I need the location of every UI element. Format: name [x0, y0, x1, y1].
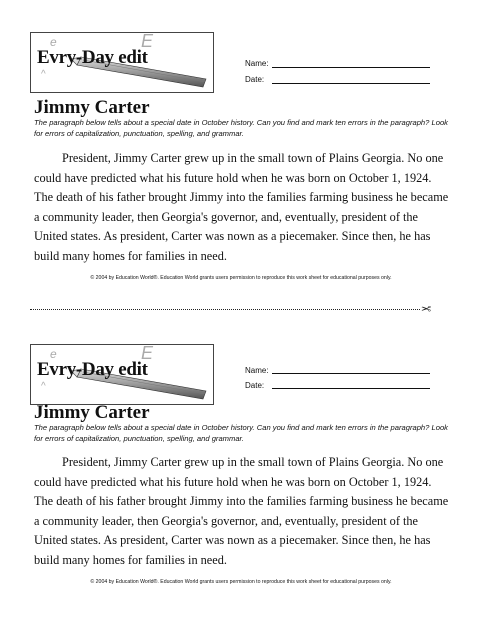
- worksheet-bottom: [0, 312, 480, 612]
- worksheet-title: Jimmy Carter: [34, 97, 150, 118]
- date-label: Date:: [245, 381, 265, 390]
- date-field[interactable]: [272, 379, 430, 389]
- logo-small-e: e: [50, 347, 57, 361]
- name-label: Name:: [245, 59, 269, 68]
- instructions-text: The paragraph below tells about a special date in October history. Can you find and mark ten errors in the paragraph? Look for errors of capitalization, punctuation, spelling, and grammar.: [34, 423, 448, 443]
- logo-caret: ^: [41, 381, 46, 392]
- name-label: Name:: [245, 366, 269, 375]
- worksheet-top: [0, 0, 480, 300]
- logo-big-e: E: [141, 344, 154, 363]
- every-day-edit-logo: [30, 32, 214, 93]
- logo-caret: ^: [41, 69, 46, 80]
- every-day-edit-logo: [30, 344, 214, 405]
- copyright-notice: © 2004 by Education World®. Education World grants users permission to reproduce this work sheet for educational purposes only.: [90, 275, 392, 281]
- logo-big-e: E: [141, 32, 154, 51]
- scissors-icon: ✂: [421, 302, 432, 316]
- instructions-text: The paragraph below tells about a special date in October history. Can you find and mark ten errors in the paragraph? Look for errors of capitalization, punctuation, spelling, and grammar.: [34, 118, 448, 138]
- edit-paragraph: President, Jimmy Carter grew up in the small town of Plains Georgia. No one could have predicted what his future hold when he was born on October 1, 1924. The death of his father brought Jimmy into the families farming business he became a community leader, then Georgia's governor, and, eventually, president of the United states. As president, Carter was nown as a piecemaker. Since then, he has build many homes for families in need.: [34, 151, 449, 263]
- logo-text: Evry-Day edit: [37, 47, 148, 68]
- edit-paragraph: President, Jimmy Carter grew up in the small town of Plains Georgia. No one could have predicted what his future hold when he was born on October 1, 1924. The death of his father brought Jimmy into the families farming business he became a community leader, then Georgia's governor, and, eventually, president of the United states. As president, Carter was nown as a piecemaker. Since then, he has build many homes for families in need.: [34, 455, 449, 567]
- logo-text: Evry-Day edit: [37, 359, 148, 380]
- name-field[interactable]: [272, 364, 430, 374]
- logo-small-e: e: [50, 35, 57, 49]
- date-label: Date:: [245, 75, 265, 84]
- date-field[interactable]: [272, 74, 430, 84]
- worksheet-title: Jimmy Carter: [34, 402, 150, 423]
- copyright-notice: © 2004 by Education World®. Education World grants users permission to reproduce this work sheet for educational purposes only.: [90, 579, 392, 585]
- cut-line: [30, 309, 420, 310]
- name-field[interactable]: [272, 59, 430, 68]
